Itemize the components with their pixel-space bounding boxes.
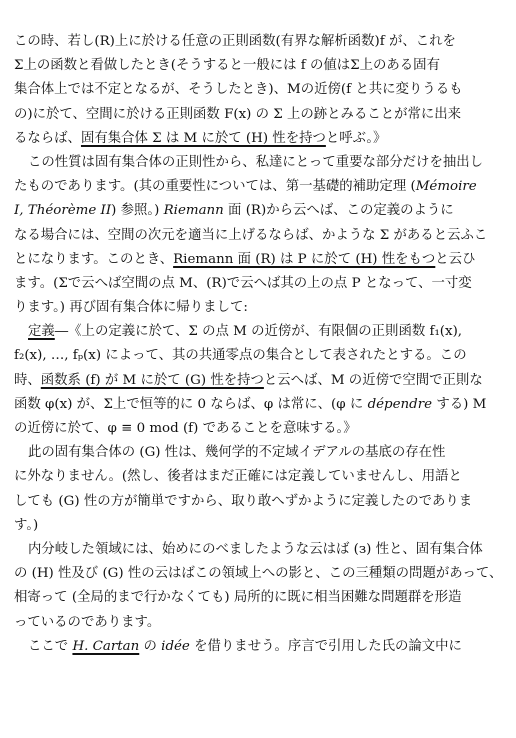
text-run: 内分岐した領域には、始めにのべましたような云はば (з) 性と、固有集合体	[28, 541, 483, 557]
text-run: Σ上の函数と看做したとき(そうすると一般には f の値はΣ上のある固有	[14, 58, 440, 74]
text-line	[14, 199, 506, 223]
text-line	[14, 562, 506, 586]
text-run: の)に於て、空間に於ける正則函数 F(x) の Σ 上の跡とみることが常に出来	[14, 106, 462, 122]
text-run: 面 (R)から云へば、この定義のように	[223, 203, 454, 219]
text-run: に外なりません。(然し、後者はまだ正確には定義していませんし、用語と	[14, 469, 462, 485]
text-line	[14, 369, 506, 393]
text-line	[14, 248, 506, 272]
text-line	[14, 393, 506, 417]
text-run: ここで	[28, 638, 73, 654]
text-run: たものであります。(其の重要性については、第一基礎的補助定理 (	[14, 179, 416, 195]
text-run: す。)	[14, 517, 39, 533]
text-line	[14, 175, 506, 199]
italic-term: dépendre	[367, 396, 433, 412]
italic-term: I, Théorème II	[14, 203, 112, 219]
text-run: なる場合には、空間の次元を適当に上げるならば、かような Σ があると云ふこ	[14, 227, 488, 243]
text-run: しても (G) 性の方が簡単ですから、取り敢へずかように定義したのでありま	[14, 493, 473, 509]
text-run: とになります。このとき、	[14, 251, 174, 267]
underlined-name: H. Cartan	[72, 638, 140, 654]
text-run: の	[139, 638, 162, 654]
text-run: を借りませう。序言で引用した氏の論文中に	[189, 638, 462, 654]
text-line	[14, 635, 506, 659]
italic-term: Riemann	[163, 203, 224, 219]
text-run: の近傍に於て、φ ≡ 0 mod (f) であることを意味する。》	[14, 421, 357, 436]
underlined-definition: 固有集合体 Σ は M に於て (H) 性を持つ	[80, 130, 326, 146]
text-run: 函数 φ(x) が、Σ上で恒等的に 0 ならば、φ は常に、(φ に	[14, 396, 368, 412]
text-line	[14, 272, 506, 296]
text-line	[14, 320, 506, 344]
underlined-definition-heading: 定義	[28, 324, 55, 340]
text-run: ります。) 再び固有集合体に帰りまして:	[14, 300, 248, 316]
text-run: 集合体上では不定となるが、そうしたとき)、Mの近傍(f と共に変りうるも	[14, 82, 463, 98]
underlined-definition: Riemann 面 (R) は P に於て (H) 性をもつ	[173, 251, 436, 267]
text-run: 此の固有集合体の (G) 性は、幾何学的不定域イデアルの基底の存在性	[28, 445, 446, 461]
text-line	[14, 54, 506, 78]
text-line	[14, 586, 506, 610]
text-line	[14, 224, 506, 248]
text-run: ます。(Σで云へば空間の点 M、(R)で云へば其の上の点 P となって、一寸変	[14, 275, 472, 291]
text-run: 相寄って (全局的まで行かなくても) 局所的に既に相当困難な問題群を形造	[14, 590, 462, 606]
text-line	[14, 78, 506, 102]
text-line	[14, 490, 506, 514]
text-line	[14, 611, 506, 635]
underlined-definition: 函数系 (f) が M に於て (G) 性を持つ	[40, 372, 264, 388]
text-line	[14, 151, 506, 175]
text-line	[14, 30, 506, 54]
text-run: と云ひ	[435, 251, 476, 267]
text-line	[14, 127, 506, 151]
text-run: ) 参照。)	[111, 203, 164, 219]
text-line	[14, 441, 506, 465]
text-line	[14, 344, 506, 368]
text-run: るならば、	[14, 130, 81, 146]
text-line	[14, 465, 506, 489]
text-run: する) M	[432, 396, 487, 412]
text-run: この性質は固有集合体の正則性から、私達にとって重要な部分だけを抽出し	[28, 154, 484, 170]
italic-term: idée	[161, 638, 190, 654]
text-run: と呼ぶ。》	[325, 130, 387, 146]
text-run: 時、	[14, 372, 41, 388]
text-run: っているのであります。	[14, 614, 161, 630]
text-run: と云へば、M の近傍で空間で正則な	[263, 372, 483, 388]
text-line	[14, 417, 506, 441]
text-line	[14, 103, 506, 127]
text-run: ―《上の定義に於て、Σ の点 M の近傍が、有限個の正則函数 f₁(x),	[54, 324, 463, 340]
text-line	[14, 538, 506, 562]
italic-term: Mémoire	[415, 179, 477, 195]
text-run: の (H) 性及び (G) 性の云はばこの領域上への影と、この三種類の問題があって、	[14, 566, 503, 582]
text-run: f₂(x), …, fₚ(x) によって、其の共通零点の集合として表されたとする。この	[14, 348, 467, 364]
text-run: この時、若し(R)上に於ける任意の正則函数(有界な解析函数)f が、これを	[14, 34, 456, 49]
text-line	[14, 514, 506, 538]
text-line	[14, 296, 506, 320]
